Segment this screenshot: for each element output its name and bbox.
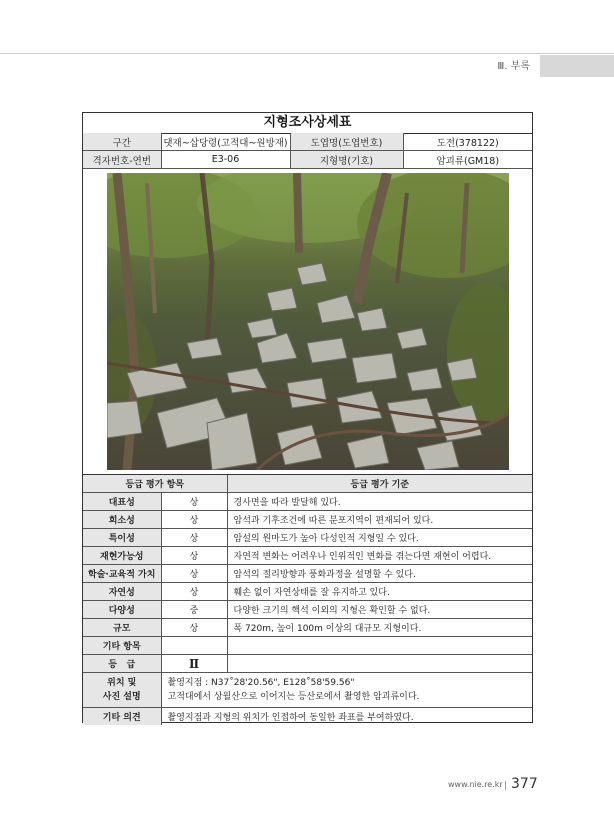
eval-grade: 상 bbox=[161, 565, 227, 583]
grade-row bbox=[83, 655, 532, 673]
meta-label: 구간 bbox=[83, 133, 161, 151]
evaluation-row bbox=[83, 619, 532, 637]
eval-grade: 상 bbox=[161, 529, 227, 547]
eval-criteria: 다양한 크기의 핵석 이외의 지형은 확인할 수 없다. bbox=[227, 601, 532, 619]
boulder-field-photo bbox=[107, 173, 509, 470]
photo-caption: 고적대에서 상월산으로 이어지는 등산로에서 촬영한 암괴류이다. bbox=[167, 692, 420, 702]
eval-grade: 상 bbox=[161, 547, 227, 565]
photo-frame bbox=[83, 169, 532, 475]
evaluation-table bbox=[83, 475, 532, 725]
footer-url: www.nie.re.kr bbox=[448, 780, 503, 789]
section-label: Ⅲ. 부록 bbox=[497, 61, 530, 72]
eval-item-label: 다양성 bbox=[83, 601, 161, 619]
meta-value: E3-06 bbox=[161, 151, 290, 169]
eval-item-label: 학술·교육적 가치 bbox=[83, 565, 161, 583]
location-row bbox=[83, 673, 532, 708]
evaluation-row bbox=[83, 493, 532, 511]
eval-grade: 상 bbox=[161, 619, 227, 637]
eval-item-label: 특이성 bbox=[83, 529, 161, 547]
eval-criteria: 훼손 없이 자연상태를 잘 유지하고 있다. bbox=[227, 583, 532, 601]
opinion-label: 기타 의견 bbox=[83, 708, 161, 726]
grade-note bbox=[227, 655, 532, 673]
eval-item-label: 재현가능성 bbox=[83, 547, 161, 565]
footer-separator bbox=[505, 781, 506, 790]
eval-item-label: 희소성 bbox=[83, 511, 161, 529]
meta-label: 지형명(기호) bbox=[290, 151, 403, 169]
other-items-criteria bbox=[227, 637, 532, 655]
location-label bbox=[83, 673, 161, 708]
eval-grade: 상 bbox=[161, 511, 227, 529]
meta-value: 암괴류(GM18) bbox=[403, 151, 532, 169]
meta-table bbox=[83, 133, 532, 169]
grade-label: 등 급 bbox=[83, 655, 161, 673]
header-rule bbox=[0, 53, 614, 54]
eval-item-header: 등급 평가 항목 bbox=[83, 475, 227, 493]
eval-criteria: 암석의 절리방향과 풍화과정을 설명할 수 있다. bbox=[227, 565, 532, 583]
grade-value: Ⅱ bbox=[161, 655, 227, 673]
opinion-row bbox=[83, 708, 532, 726]
page-number: 377 bbox=[511, 776, 538, 792]
meta-value: 도전(378122) bbox=[403, 133, 532, 151]
meta-row bbox=[83, 151, 532, 169]
eval-item-label: 자연성 bbox=[83, 583, 161, 601]
meta-label: 도엽명(도엽번호) bbox=[290, 133, 403, 151]
photo-coordinates: 촬영지점 : N37˚28'20.56", E128˚58'59.56" bbox=[167, 678, 355, 688]
eval-criteria: 암설의 원마도가 높아 다성인적 지형일 수 있다. bbox=[227, 529, 532, 547]
evaluation-row bbox=[83, 547, 532, 565]
opinion-text: 촬영지점과 지형의 위치가 인접하여 동일한 좌표를 부여하였다. bbox=[161, 708, 532, 726]
evaluation-row bbox=[83, 565, 532, 583]
location-label-line2: 사진 설명 bbox=[102, 692, 141, 702]
location-label-line1: 위치 및 bbox=[107, 678, 137, 688]
meta-label: 격자번호-연번 bbox=[83, 151, 161, 169]
eval-grade: 상 bbox=[161, 583, 227, 601]
evaluation-row bbox=[83, 511, 532, 529]
evaluation-row bbox=[83, 601, 532, 619]
eval-criteria: 경사면을 따라 발달해 있다. bbox=[227, 493, 532, 511]
location-description bbox=[161, 673, 532, 708]
evaluation-row bbox=[83, 529, 532, 547]
survey-detail-card bbox=[82, 112, 533, 723]
other-items-label: 기타 항목 bbox=[83, 637, 161, 655]
other-items-grade bbox=[161, 637, 227, 655]
eval-grade: 중 bbox=[161, 601, 227, 619]
eval-grade: 상 bbox=[161, 493, 227, 511]
section-tab bbox=[540, 55, 614, 77]
evaluation-header-row bbox=[83, 475, 532, 493]
eval-criteria: 폭 720m, 높이 100m 이상의 대규모 지형이다. bbox=[227, 619, 532, 637]
eval-item-label: 대표성 bbox=[83, 493, 161, 511]
eval-criteria: 암석과 기후조건에 따른 분포지역이 편재되어 있다. bbox=[227, 511, 532, 529]
eval-criteria: 자연적 변화는 어려우나 인위적인 변화를 겪는다면 재현이 어렵다. bbox=[227, 547, 532, 565]
meta-value: 댓재~삽당령(고적대~원방재) bbox=[161, 133, 290, 151]
card-title: 지형조사상세표 bbox=[83, 113, 532, 134]
other-items-row bbox=[83, 637, 532, 655]
meta-row bbox=[83, 133, 532, 151]
eval-item-label: 규모 bbox=[83, 619, 161, 637]
eval-criteria-header: 등급 평가 기준 bbox=[227, 475, 532, 493]
evaluation-row bbox=[83, 583, 532, 601]
